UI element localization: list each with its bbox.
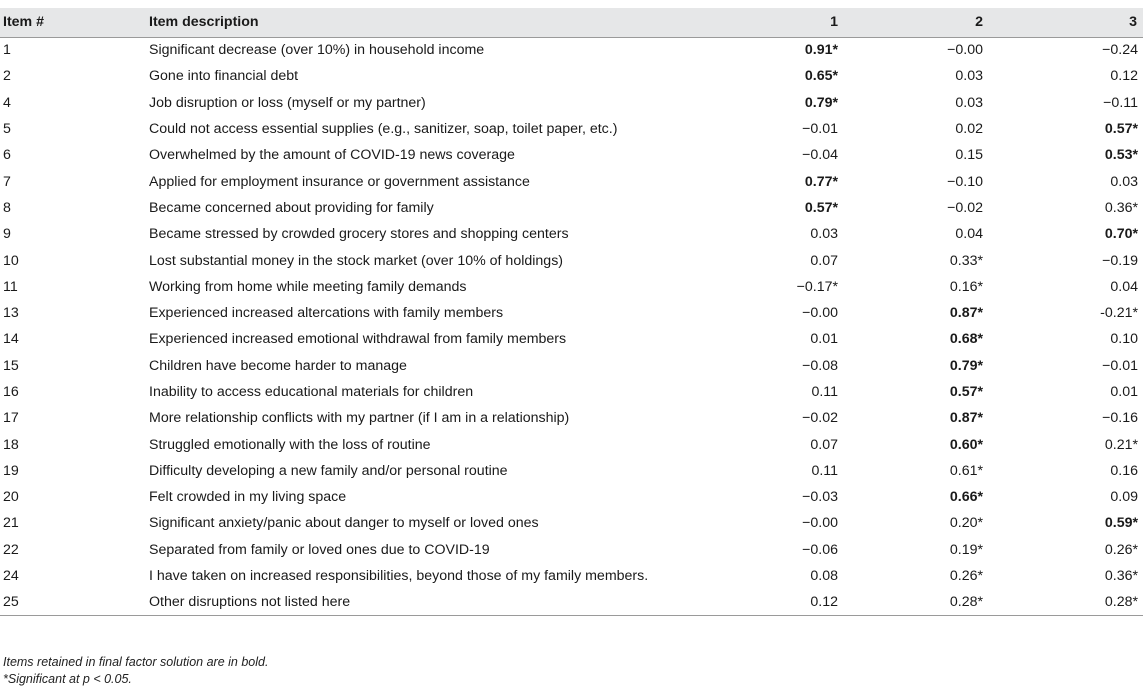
factor-2-loading-cell: 0.04	[955, 226, 983, 243]
factor-loadings-table	[0, 8, 1143, 616]
table-row	[0, 168, 1143, 194]
table-row	[0, 142, 1143, 168]
factor-1-loading-cell: 0.11	[811, 384, 838, 400]
header-factor-1: 1	[720, 8, 838, 37]
item-number-cell: 10	[3, 252, 19, 269]
factor-2-loading-cell: −0.10	[947, 173, 983, 190]
item-number-cell: 21	[3, 515, 19, 532]
factor-2-loading-cell: 0.26*	[949, 568, 983, 585]
factor-1-loading-cell: −0.03	[802, 489, 838, 506]
factor-3-loading-cell: −0.16	[1102, 410, 1138, 427]
factor-3-loading-cell: 0.12	[1110, 68, 1138, 85]
factor-2-loading-cell: 0.03	[955, 68, 983, 85]
factor-2-loading-cell: 0.19*	[949, 541, 983, 558]
table-row	[0, 353, 1143, 379]
factor-3-loading-cell: 0.70*	[1104, 226, 1138, 243]
factor-2-loading-cell: −0.00	[947, 42, 983, 59]
item-description-cell: Other disruptions not listed here	[148, 589, 720, 615]
factor-2-loading-cell: 0.60*	[949, 436, 983, 453]
factor-3-loading-cell: 0.10	[1110, 331, 1138, 348]
table-row	[0, 510, 1143, 536]
factor-1-loading-cell: 0.79*	[804, 94, 838, 111]
item-number-cell: 17	[3, 410, 19, 427]
factor-1-loading-cell: 0.07	[810, 252, 838, 269]
item-description-cell: Inability to access educational materials for children	[149, 384, 474, 400]
header-factor-2: 2	[838, 8, 983, 37]
table-row	[0, 458, 1143, 484]
item-description-cell: Applied for employment insurance or government assistance	[149, 173, 530, 190]
item-number-cell: 5	[3, 121, 11, 138]
factor-1-loading-cell: 0.77*	[804, 173, 838, 190]
item-number-cell: 22	[3, 541, 19, 558]
factor-1-loading-cell: 0.91*	[804, 42, 838, 59]
item-number-cell: 2	[3, 68, 11, 85]
table-row	[0, 431, 1143, 457]
factor-2-loading-cell: 0.02	[955, 121, 983, 138]
table-row	[0, 63, 1143, 89]
factor-1-loading-cell: −0.04	[802, 147, 838, 164]
item-number-cell: 8	[3, 199, 11, 216]
factor-1-loading-cell: −0.02	[802, 410, 838, 427]
table-body	[0, 37, 1143, 616]
factor-1-loading-cell: 0.01	[810, 331, 838, 348]
factor-2-loading-cell: 0.28*	[838, 589, 983, 615]
item-number-cell: 15	[3, 357, 19, 374]
factor-3-loading-cell: 0.01	[1110, 384, 1138, 400]
factor-3-loading-cell: 0.36*	[1104, 199, 1138, 216]
table-row	[0, 221, 1143, 247]
factor-2-loading-cell: 0.57*	[949, 384, 983, 400]
item-description-cell: Experienced increased emotional withdrawal from family members	[149, 331, 567, 348]
factor-2-loading-cell: 0.79*	[949, 357, 983, 374]
factor-1-loading-cell: 0.57*	[804, 199, 838, 216]
factor-1-loading-cell: 0.11	[811, 462, 838, 479]
item-number-cell: 4	[3, 94, 11, 111]
item-number-cell: 16	[3, 384, 19, 400]
factor-2-loading-cell: −0.02	[947, 199, 983, 216]
item-description-cell: Working from home while meeting family demands	[149, 278, 467, 295]
item-number-cell: 7	[3, 173, 11, 190]
table-row	[0, 379, 1143, 405]
header-factor-3: 3	[983, 8, 1143, 37]
item-description-cell: Significant anxiety/panic about danger to myself or loved ones	[149, 515, 539, 532]
factor-1-loading-cell: −0.08	[802, 357, 838, 374]
header-item-description: Item description	[148, 8, 720, 37]
factor-3-loading-cell: −0.11	[1103, 94, 1138, 111]
item-description-cell: Difficulty developing a new family and/or personal routine	[149, 462, 508, 479]
table-row	[0, 537, 1143, 563]
table-row	[0, 563, 1143, 589]
item-description-cell: Became concerned about providing for family	[149, 199, 434, 216]
item-number-cell: 9	[3, 226, 11, 243]
factor-3-loading-cell: 0.21*	[1104, 436, 1138, 453]
factor-3-loading-cell: 0.59*	[1104, 515, 1138, 532]
factor-2-loading-cell: 0.87*	[949, 410, 983, 427]
bold-note: Items retained in final factor solution are in bold.	[3, 655, 269, 669]
factor-1-loading-cell: −0.06	[802, 541, 838, 558]
item-description-cell: Experienced increased altercations with family members	[149, 305, 504, 322]
factor-1-loading-cell: 0.03	[810, 226, 838, 243]
factor-3-loading-cell: 0.03	[1110, 173, 1138, 190]
table-row	[0, 300, 1143, 326]
factor-2-loading-cell: 0.87*	[949, 305, 983, 322]
factor-1-loading-cell: −0.00	[802, 515, 838, 532]
factor-3-loading-cell: 0.26*	[1104, 541, 1138, 558]
factor-1-loading-cell: 0.07	[810, 436, 838, 453]
item-description-cell: Children have become harder to manage	[149, 357, 407, 374]
item-description-cell: Struggled emotionally with the loss of routine	[149, 436, 431, 453]
factor-2-loading-cell: 0.20*	[949, 515, 983, 532]
factor-2-loading-cell: 0.03	[955, 94, 983, 111]
factor-3-loading-cell: 0.09	[1110, 489, 1138, 506]
item-number-cell: 14	[3, 331, 19, 348]
factor-2-loading-cell: 0.15	[955, 147, 983, 164]
factor-1-loading-cell: −0.00	[802, 305, 838, 322]
factor-1-loading-cell: 0.12	[720, 589, 838, 615]
factor-3-loading-cell: 0.16	[1110, 462, 1138, 479]
item-description-cell: Significant decrease (over 10%) in household income	[149, 42, 485, 59]
item-number-cell: 6	[3, 147, 11, 164]
factor-2-loading-cell: 0.66*	[949, 489, 983, 506]
factor-3-loading-cell: 0.53*	[1104, 147, 1138, 164]
item-description-cell: Became stressed by crowded grocery stores and shopping centers	[149, 226, 569, 243]
item-description-cell: Felt crowded in my living space	[149, 489, 347, 506]
table-row	[0, 116, 1143, 142]
item-number-cell: 1	[3, 42, 11, 59]
table-row	[0, 405, 1143, 431]
factor-1-loading-cell: −0.17*	[796, 278, 838, 295]
table-row	[0, 37, 1143, 63]
item-description-cell: Lost substantial money in the stock market (over 10% of holdings)	[149, 252, 564, 269]
item-number-cell: 24	[3, 568, 19, 585]
table-row	[0, 247, 1143, 273]
table-row	[0, 484, 1143, 510]
factor-3-loading-cell: 0.57*	[1104, 121, 1138, 138]
factor-1-loading-cell: 0.65*	[804, 68, 838, 85]
item-description-cell: More relationship conflicts with my partner (if I am in a relationship)	[149, 410, 570, 427]
significance-note: *Significant at p < 0.05.	[3, 672, 132, 686]
factor-2-loading-cell: 0.16*	[949, 278, 983, 295]
table-header-row	[0, 8, 1143, 37]
item-description-cell: I have taken on increased responsibilities, beyond those of my family members.	[149, 568, 649, 585]
item-number-cell: 18	[3, 436, 19, 453]
item-description-cell: Overwhelmed by the amount of COVID-19 news coverage	[149, 147, 515, 164]
factor-2-loading-cell: 0.33*	[949, 252, 983, 269]
header-item-number: Item #	[0, 8, 148, 37]
factor-2-loading-cell: 0.61*	[949, 462, 983, 479]
factor-3-loading-cell: −0.01	[1102, 357, 1138, 374]
item-number-cell: 19	[3, 462, 19, 479]
table-row	[0, 274, 1143, 300]
table-row	[0, 589, 1143, 615]
item-description-cell: Gone into financial debt	[149, 68, 299, 85]
table-row	[0, 195, 1143, 221]
item-description-cell: Job disruption or loss (myself or my partner)	[149, 94, 426, 111]
factor-3-loading-cell: 0.04	[1110, 278, 1138, 295]
item-number-cell: 20	[3, 489, 19, 506]
factor-3-loading-cell: 0.28*	[983, 589, 1143, 615]
factor-3-loading-cell: −0.24	[1102, 42, 1138, 59]
table-footnotes	[3, 654, 268, 688]
factor-3-loading-cell: -0.21*	[1100, 305, 1138, 322]
item-number-cell: 11	[3, 278, 18, 295]
factor-1-loading-cell: 0.08	[810, 568, 838, 585]
factor-3-loading-cell: 0.36*	[1104, 568, 1138, 585]
item-description-cell: Could not access essential supplies (e.g., sanitizer, soap, toilet paper, etc.)	[149, 121, 618, 138]
item-description-cell: Separated from family or loved ones due to COVID-19	[149, 541, 490, 558]
item-number-cell: 13	[3, 305, 19, 322]
factor-3-loading-cell: −0.19	[1102, 252, 1138, 269]
factor-1-loading-cell: −0.01	[802, 121, 838, 138]
table-row	[0, 90, 1143, 116]
factor-2-loading-cell: 0.68*	[949, 331, 983, 348]
item-number-cell: 25	[0, 589, 148, 615]
table-row	[0, 326, 1143, 352]
